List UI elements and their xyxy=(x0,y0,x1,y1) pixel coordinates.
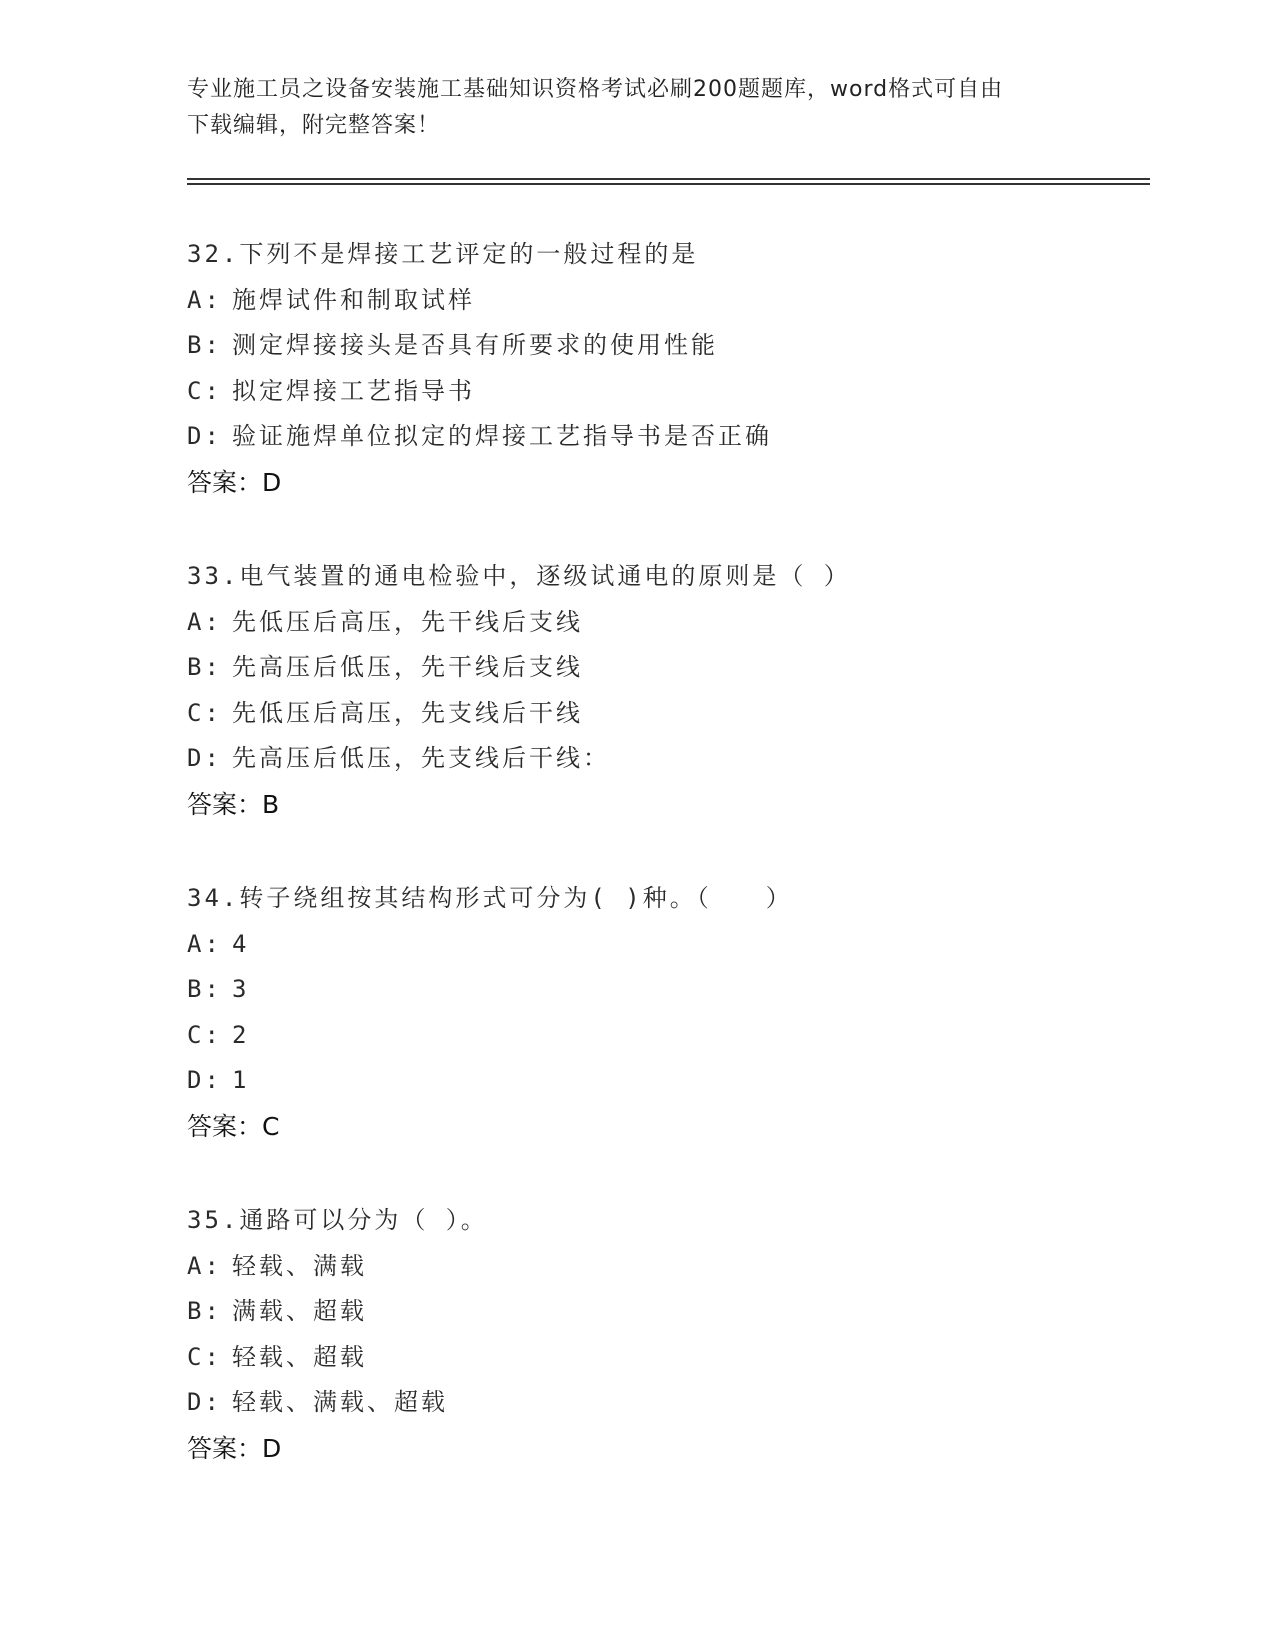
option-text: 验证施焊单位拟定的焊接工艺指导书是否正确 xyxy=(232,422,772,450)
option-b xyxy=(187,323,1127,369)
document-header xyxy=(187,72,1087,144)
option-key: D: xyxy=(187,422,222,450)
option-c xyxy=(187,1335,1127,1381)
option-key: B: xyxy=(187,975,222,1003)
option-key: B: xyxy=(187,331,222,359)
option-a xyxy=(187,922,1127,968)
option-b xyxy=(187,1289,1127,1335)
option-b xyxy=(187,967,1127,1013)
option-key: A: xyxy=(187,929,222,958)
question-35 xyxy=(187,1198,1127,1471)
option-key: D: xyxy=(187,1388,222,1416)
option-d xyxy=(187,736,1127,782)
option-text: 4 xyxy=(232,929,250,958)
option-text: 测定焊接接头是否具有所要求的使用性能 xyxy=(232,331,718,359)
question-stem: 32.下列不是焊接工艺评定的一般过程的是 xyxy=(187,240,699,268)
option-text: 拟定焊接工艺指导书 xyxy=(232,376,475,405)
header-divider-bottom xyxy=(187,183,1150,185)
option-key: A: xyxy=(187,607,222,636)
option-key: C: xyxy=(187,376,222,405)
header-line-2: 下载编辑，附完整答案！ xyxy=(187,113,441,138)
header-line-1: 专业施工员之设备安装施工基础知识资格考试必刷200题题库，word格式可自由 xyxy=(187,77,1004,102)
option-key: A: xyxy=(187,285,222,314)
answer-line: 答案：B xyxy=(187,789,280,819)
question-stem: 35.通路可以分为（ ）。 xyxy=(187,1206,488,1234)
answer-line: 答案：D xyxy=(187,467,282,497)
question-list xyxy=(187,232,1127,1520)
option-d xyxy=(187,414,1127,460)
option-d xyxy=(187,1058,1127,1104)
option-a xyxy=(187,1244,1127,1290)
option-text: 先低压后高压，先干线后支线 xyxy=(232,607,583,636)
option-text: 先高压后低压，先干线后支线 xyxy=(232,653,583,681)
question-stem: 33.电气装置的通电检验中，逐级试通电的原则是（ ） xyxy=(187,562,851,590)
option-key: C: xyxy=(187,1020,222,1049)
question-34 xyxy=(187,876,1127,1149)
option-key: A: xyxy=(187,1251,222,1280)
question-stem: 34.转子绕组按其结构形式可分为( )种。（ ） xyxy=(187,884,793,912)
option-key: C: xyxy=(187,1342,222,1371)
option-text: 2 xyxy=(232,1020,250,1049)
option-text: 满载、超载 xyxy=(232,1297,367,1325)
option-key: D: xyxy=(187,1066,222,1094)
option-text: 施焊试件和制取试样 xyxy=(232,285,475,314)
option-c xyxy=(187,1013,1127,1059)
question-32 xyxy=(187,232,1127,505)
option-text: 3 xyxy=(232,975,250,1003)
answer-line: 答案：D xyxy=(187,1433,282,1463)
option-b xyxy=(187,645,1127,691)
option-c xyxy=(187,369,1127,415)
option-key: D: xyxy=(187,744,222,772)
option-text: 轻载、满载 xyxy=(232,1251,367,1280)
option-a xyxy=(187,278,1127,324)
option-text: 1 xyxy=(232,1066,250,1094)
question-33 xyxy=(187,554,1127,827)
option-key: B: xyxy=(187,1297,222,1325)
option-d xyxy=(187,1380,1127,1426)
option-c xyxy=(187,691,1127,737)
header-divider-top xyxy=(187,178,1150,180)
option-text: 先高压后低压，先支线后干线： xyxy=(232,744,610,772)
option-a xyxy=(187,600,1127,646)
answer-line: 答案：C xyxy=(187,1111,280,1141)
option-text: 轻载、满载、超载 xyxy=(232,1388,448,1416)
option-key: B: xyxy=(187,653,222,681)
option-text: 先低压后高压，先支线后干线 xyxy=(232,698,583,727)
option-key: C: xyxy=(187,698,222,727)
option-text: 轻载、超载 xyxy=(232,1342,367,1371)
